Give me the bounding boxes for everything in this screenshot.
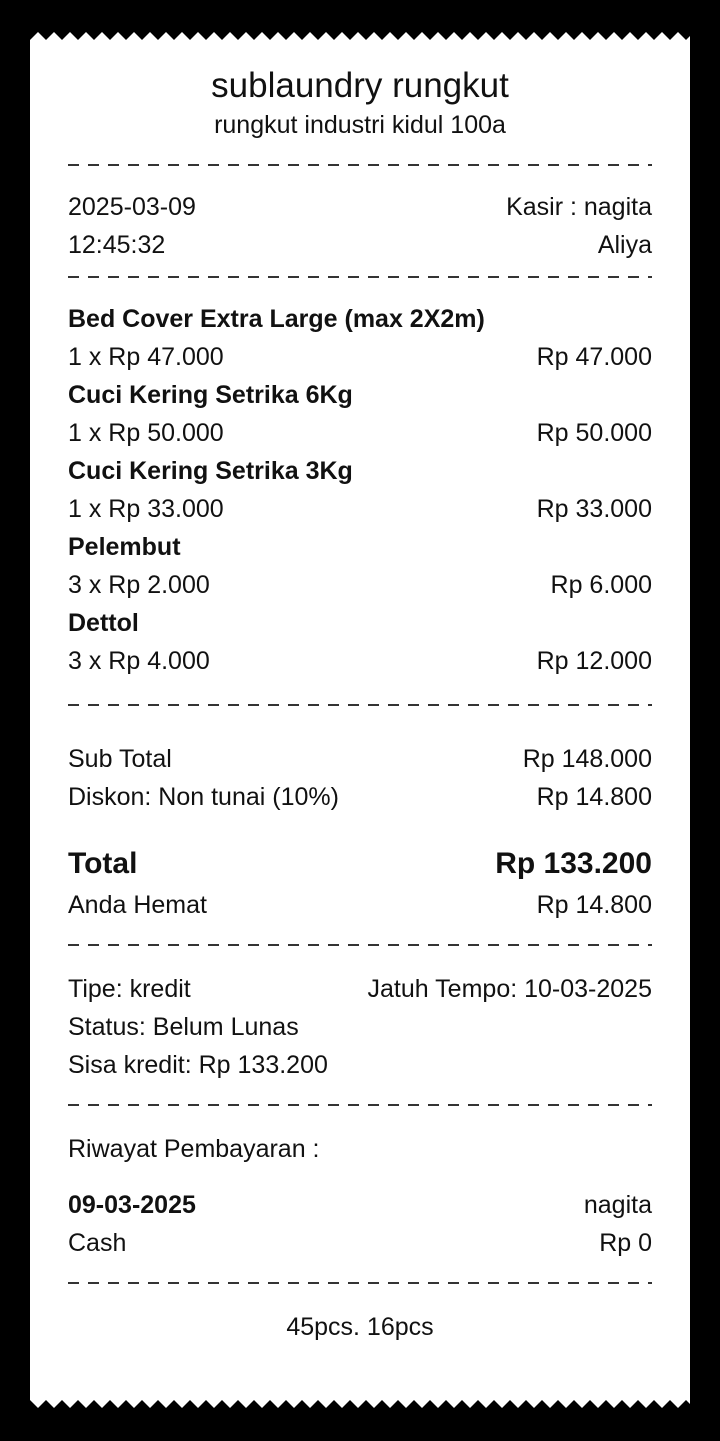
receipt-bottom-edge — [30, 1396, 690, 1410]
transaction-date: 2025-03-09 — [68, 193, 196, 221]
date-cashier-row — [68, 188, 652, 226]
list-item — [68, 452, 652, 528]
total-label: Total — [68, 847, 138, 880]
item-qty-price: 1 x Rp 33.000 — [68, 495, 224, 523]
payment-history-entry — [68, 1186, 652, 1262]
history-method: Cash — [68, 1229, 127, 1257]
list-item — [68, 604, 652, 680]
receipt-paper — [30, 40, 690, 1400]
cashier-name: Kasir : nagita — [506, 193, 652, 221]
item-qty-price: 3 x Rp 4.000 — [68, 647, 210, 675]
time-customer-row — [68, 226, 652, 264]
history-user: nagita — [583, 1191, 652, 1219]
receipt-content — [68, 64, 652, 1346]
list-item — [68, 376, 652, 452]
item-subtotal: Rp 47.000 — [536, 343, 652, 371]
list-item — [68, 300, 652, 376]
item-qty-price: 3 x Rp 2.000 — [68, 571, 210, 599]
payment-status-row — [68, 1008, 652, 1046]
item-list — [68, 300, 652, 680]
total-value: Rp 133.200 — [495, 847, 652, 880]
footer-note: 45pcs. 16pcs — [286, 1313, 434, 1341]
payment-type: Tipe: kredit — [68, 975, 191, 1003]
history-date: 09-03-2025 — [68, 1191, 196, 1219]
store-address: rungkut industri kidul 100a — [214, 111, 506, 139]
store-header — [68, 64, 652, 142]
item-subtotal: Rp 33.000 — [536, 495, 652, 523]
discount-value: Rp 14.800 — [536, 783, 652, 811]
savings-row — [68, 886, 652, 924]
discount-label: Diskon: Non tunai (10%) — [68, 783, 339, 811]
item-qty-price: 1 x Rp 50.000 — [68, 419, 224, 447]
item-name: Cuci Kering Setrika 6Kg — [68, 381, 353, 409]
subtotal-row — [68, 740, 652, 778]
discount-row — [68, 778, 652, 816]
item-name: Cuci Kering Setrika 3Kg — [68, 457, 353, 485]
item-name: Dettol — [68, 609, 139, 637]
subtotal-label: Sub Total — [68, 745, 172, 773]
history-amount: Rp 0 — [599, 1229, 652, 1257]
payment-type-row — [68, 970, 652, 1008]
subtotal-value: Rp 148.000 — [522, 745, 652, 773]
item-subtotal: Rp 50.000 — [536, 419, 652, 447]
list-item — [68, 528, 652, 604]
due-date: Jatuh Tempo: 10-03-2025 — [367, 975, 652, 1003]
item-name: Bed Cover Extra Large (max 2X2m) — [68, 305, 485, 333]
item-name: Pelembut — [68, 533, 181, 561]
remaining-credit: Sisa kredit: Rp 133.200 — [68, 1051, 328, 1079]
remaining-credit-row — [68, 1046, 652, 1084]
item-subtotal: Rp 6.000 — [550, 571, 652, 599]
store-name: sublaundry rungkut — [211, 66, 509, 105]
payment-status: Status: Belum Lunas — [68, 1013, 299, 1041]
transaction-time: 12:45:32 — [68, 231, 166, 259]
item-qty-price: 1 x Rp 47.000 — [68, 343, 224, 371]
customer-name: Aliya — [597, 231, 652, 259]
savings-label: Anda Hemat — [68, 891, 207, 919]
item-subtotal: Rp 12.000 — [536, 647, 652, 675]
payment-history-title: Riwayat Pembayaran : — [68, 1135, 320, 1163]
total-row — [68, 842, 652, 886]
savings-value: Rp 14.800 — [536, 891, 652, 919]
